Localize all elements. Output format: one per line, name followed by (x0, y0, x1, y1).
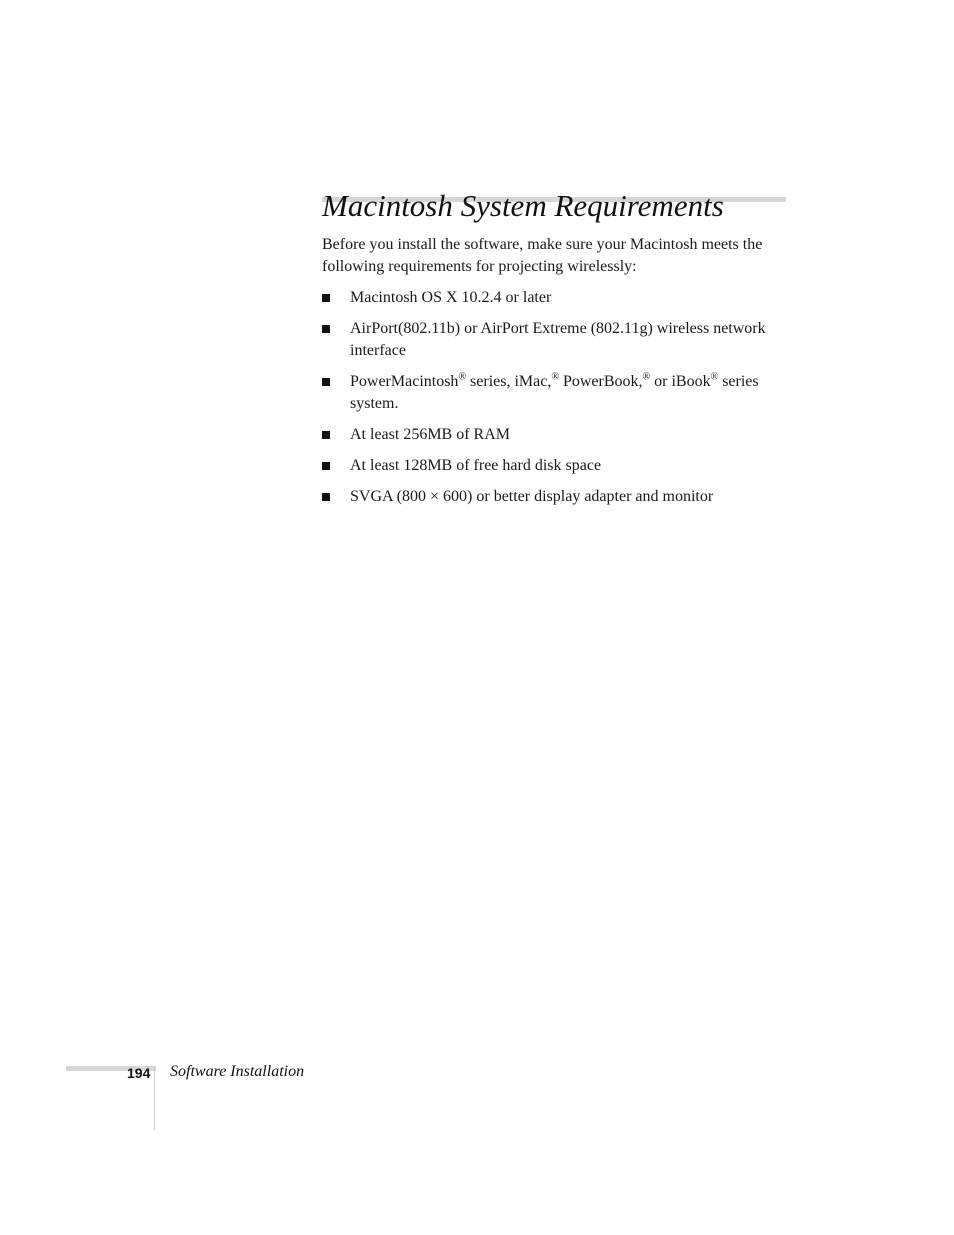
requirements-list (322, 287, 786, 517)
square-bullet-icon (322, 462, 330, 470)
list-item (322, 455, 786, 477)
footer-divider (154, 1066, 155, 1130)
intro-paragraph: Before you install the software, make sure your Macintosh meets the following requirements for projecting wirelessly: (322, 236, 763, 275)
requirement-text: AirPort(802.11b) or AirPort Extreme (802.11g) wireless network interface (350, 320, 766, 359)
square-bullet-icon (322, 431, 330, 439)
list-item (322, 371, 786, 415)
registered-mark: ® (551, 371, 559, 383)
page-title: Macintosh System Requirements (322, 188, 724, 223)
square-bullet-icon (322, 325, 330, 333)
square-bullet-icon (322, 294, 330, 302)
requirement-text: Macintosh OS X 10.2.4 or later (350, 289, 552, 306)
requirement-text: At least 128MB of free hard disk space (350, 457, 602, 474)
square-bullet-icon (322, 378, 330, 386)
registered-mark: ® (710, 371, 719, 383)
section-name: Software Installation (170, 1063, 305, 1080)
page-number: 194 (127, 1065, 151, 1081)
requirement-text (350, 373, 759, 412)
requirement-text-part: or iBook (650, 373, 711, 390)
registered-mark: ® (642, 371, 651, 383)
requirement-text: SVGA (800 × 600) or better display adapter and monitor (350, 488, 714, 505)
requirement-text-part: series system. (350, 373, 759, 412)
registered-mark: ® (458, 371, 467, 383)
requirement-text-part: PowerMacintosh (350, 373, 459, 390)
requirement-text: At least 256MB of RAM (350, 426, 510, 443)
square-bullet-icon (322, 493, 330, 501)
list-item (322, 287, 786, 309)
list-item (322, 424, 786, 446)
requirement-text-part: PowerBook, (558, 373, 643, 390)
requirement-text-part: series, iMac, (466, 373, 552, 390)
list-item (322, 318, 786, 362)
list-item (322, 486, 786, 508)
